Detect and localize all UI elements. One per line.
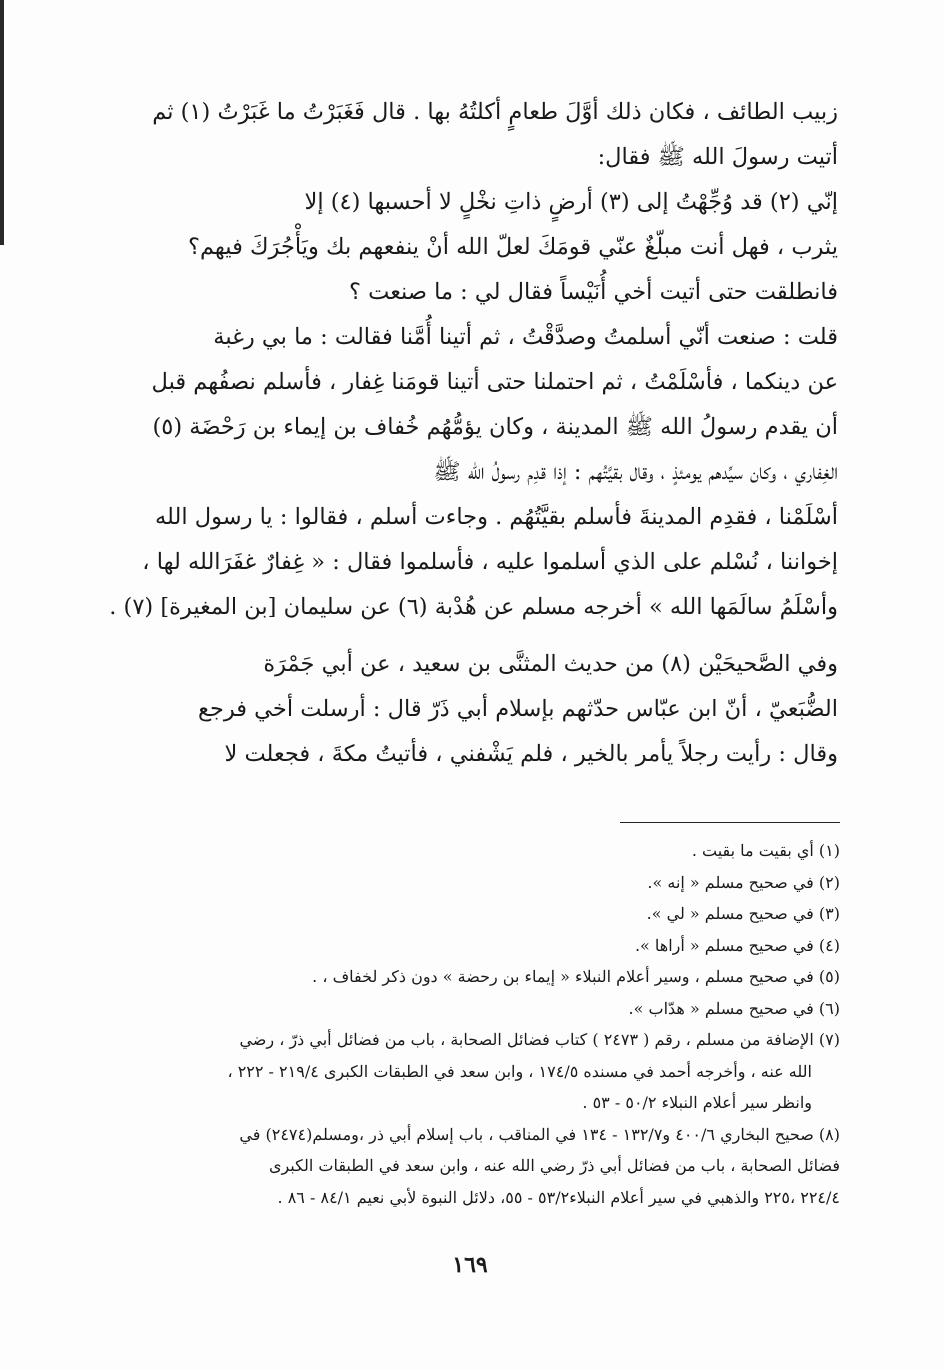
- text-line: عن دينكما ، فأسْلَمْتُ ، ثم احتملنا حتى أتينا قومَنا غِفار ، فأسلم نصفُهم قبل: [151, 369, 838, 395]
- footnote: (٦) في صحيح مسلم « هدّاب ».: [628, 998, 840, 1018]
- paragraph-1: [109, 90, 838, 630]
- text-line: فانطلقت حتى أتيت أخي أُنَيْساً فقال لي : ما صنعت ؟: [349, 279, 838, 305]
- text-line: الضُّبَعيّ ، أنّ ابن عبّاس حدّثهم بإسلام أبي ذَرّ قال : أرسلت أخي فرجع: [197, 696, 838, 722]
- footnote-continuation: وانظر سير أعلام النبلاء ٥٠/٢ - ٥٣ .: [582, 1093, 812, 1112]
- text-line: وقال : رأيت رجلاً يأمر بالخير ، فلم يَشْفني ، فأتيتُ مكةَ ، فجعلت لا: [224, 741, 838, 767]
- main-text-body: [109, 90, 838, 777]
- footnote-continuation: الله عنه ، وأخرجه أحمد في مسنده ١٧٤/٥ ، وابن سعد في الطبقات الكبرى ٢١٩/٤ - ٢٢٢ ،: [227, 1061, 812, 1081]
- footnote-continuation: فضائل الصحابة ، باب من فضائل أبي ذرّ رضي الله عنه ، وابن سعد في الطبقات الكبرى: [268, 1156, 840, 1175]
- footnote-divider: [620, 822, 840, 823]
- footnote: (٢) في صحيح مسلم « إنه ».: [647, 872, 840, 892]
- text-line: يثرب ، فهل أنت مبلّغٌ عنّي قومَكَ لعلّ الله أنْ ينفعهم بك ويَأْجُرَكَ فيهم؟: [188, 234, 838, 260]
- footnote: (١) أي بقيت ما بقيت .: [691, 841, 840, 860]
- footnote: (٣) في صحيح مسلم « لي ».: [646, 904, 840, 923]
- text-line: أن يقدم رسولُ الله ﷺ المدينة ، وكان يؤمُّهُم خُفاف بن إيماء بن رَحْضَة (٥): [152, 414, 838, 440]
- text-line: أسْلَمْنا ، فقدِم المدينةَ فأسلم بقيَّتُهُم . وجاءت أسلم ، فقالوا : يا رسول الله: [154, 504, 838, 530]
- footnote: (٧) الإضافة من مسلم ، رقم ( ٢٤٧٣ ) كتاب فضائل الصحابة ، باب من فضائل أبي ذرّ ، رضي: [239, 1030, 840, 1049]
- text-line: وأسْلَمُ سالَمَها الله » أخرجه مسلم عن هُدْبة (٦) عن سليمان [بن المغيرة] (٧) .: [109, 594, 838, 620]
- text-line: الغِفاري ، وكان سيِّدهم يومئذٍ ، وقال بقيَّتُهم : إذا قدِم رسولُ الله ﷺ: [433, 459, 838, 485]
- text-line: قلت : صنعت أنّي أسلمتُ وصدَّقْتُ ، ثم أتينا أُمَّنا فقالت : ما بي رغبة: [213, 324, 838, 350]
- page-number: ١٦٩: [452, 1252, 488, 1278]
- text-line: إنّي (٢) قد وُجِّهْتُ إلى (٣) أرضٍ ذاتِ نخْلٍ لا أحسبها (٤) إلا: [304, 189, 838, 215]
- text-line: إخواننا ، نُسْلم على الذي أسلموا عليه ، فأسلموا فقال : « غِفارٌ غفَرَالله لها ،: [142, 549, 838, 575]
- footnote: (٤) في صحيح مسلم « أراها ».: [634, 935, 840, 955]
- text-line: زبيب الطائف ، فكان ذلك أوَّلَ طعامٍ أكلتُهُ بها . قال فَغَبَرْتُ ما غَبَرْتُ (١) ثم: [152, 99, 838, 125]
- text-line: أتيت رسولَ الله ﷺ فقال:: [597, 144, 838, 170]
- footnote-continuation: ٢٢٤/٤ ،٢٢٥ والذهبي في سير أعلام النبلاء٥٣/٢ - ٥٥، دلائل النبوة لأبي نعيم ٨٤/١ - ٨٦ .: [277, 1187, 840, 1207]
- footnote: (٨) صحيح البخاري ٤٠٠/٦ و١٣٢/٧ - ١٣٤ في المناقب ، باب إسلام أبي ذر ،ومسلم(٢٤٧٤) في: [239, 1124, 840, 1144]
- footnote: (٥) في صحيح مسلم ، وسير أعلام النبلاء « إيماء بن رحضة » دون ذكر لخفاف ، .: [312, 967, 840, 986]
- text-line: وفي الصَّحيحَيْن (٨) من حديث المثنَّى بن سعيد ، عن أبي جَمْرَة: [263, 651, 838, 677]
- footnotes-section: [118, 835, 840, 1213]
- paragraph-2: [118, 642, 838, 777]
- scan-edge-mark: [0, 0, 4, 245]
